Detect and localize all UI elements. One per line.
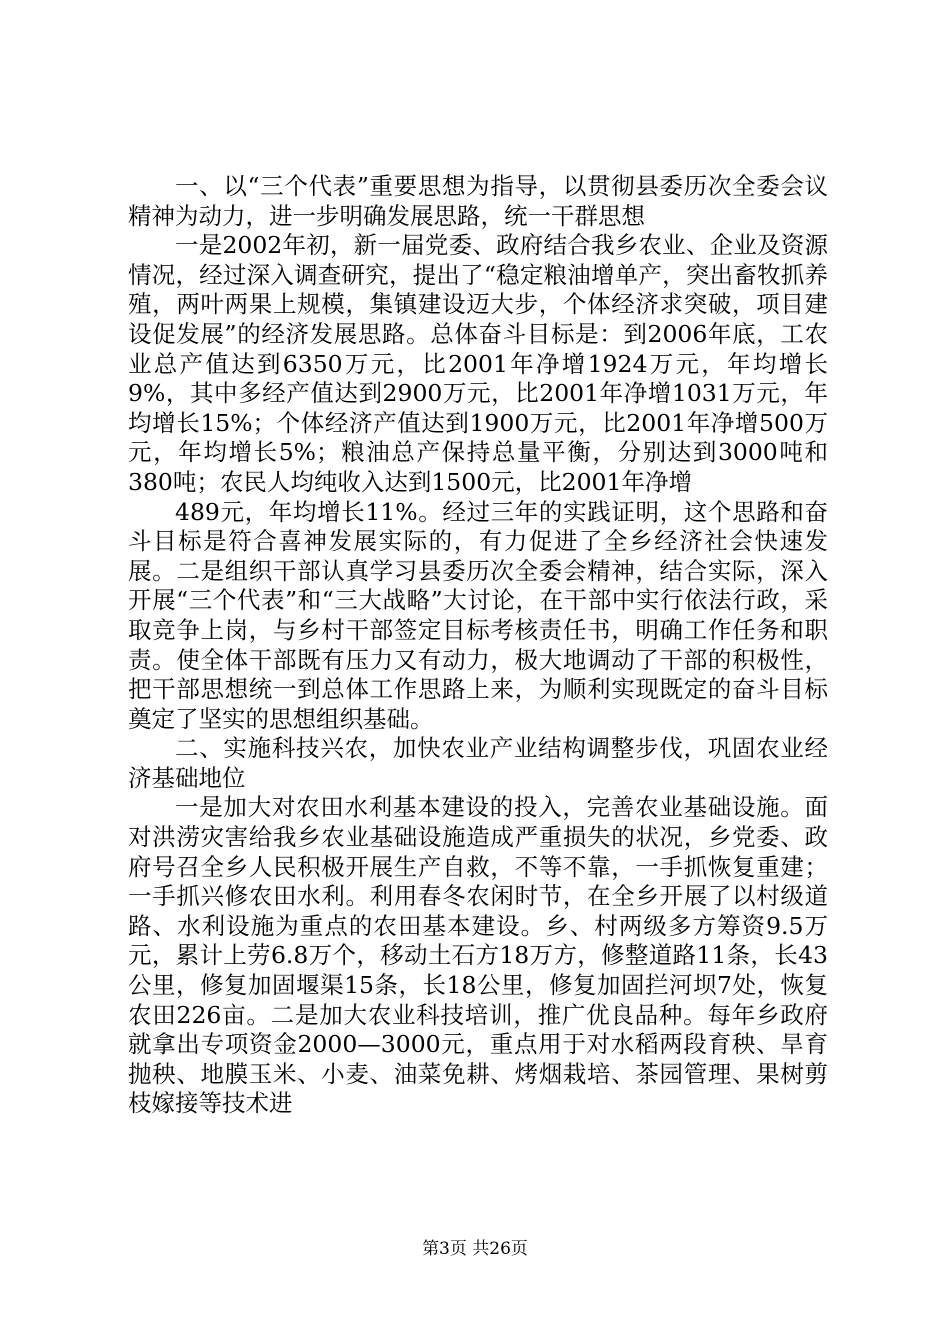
page-number-footer: 第3页 共26页 — [422, 1239, 528, 1259]
section-heading-2: 二、实施科技兴农，加快农业产业结构调整步伐，巩固农业经济基础地位 — [128, 734, 828, 792]
document-body — [128, 172, 828, 1119]
paragraph-irrigation-investment: 一是加大对农田水利基本建设的投入，完善农业基础设施。面对洪涝灾害给我乡农业基础设施造成严重损失的状况，乡党委、政府号召全乡人民积极开展生产自救，不等不靠，一手抓恢复重建；一手抓兴修农田水利。利用春冬农闲时节，在全乡开展了以村级道路、水利设施为重点的农田基本建设。乡、村两级多方筹资9.5万元，累计上劳6.8万个，移动土石方18万方，修整道路11条，长43公里，修复加固堰渠15条，长18公里，修复加固拦河坝7处，恢复农田226亩。二是加大农业科技培训，推广优良品种。每年乡政府就拿出专项资金2000—3000元，重点用于对水稻两段育秧、旱育抛秧、地膜玉米、小麦、油菜免耕、烤烟栽培、茶园管理、果树剪枝嫁接等技术进 — [128, 793, 828, 1118]
paragraph-practice-results: 489元，年均增长11%。经过三年的实践证明，这个思路和奋斗目标是符合喜神发展实际的，有力促进了全乡经济社会快速发展。二是组织干部认真学习县委历次全委会精神，结合实际，深入开展“三个代表”和“三大战略”大讨论，在干部中实行依法行政，采取竞争上岗，与乡村干部签定目标考核责任书，明确工作任务和职责。使全体干部既有压力又有动力，极大地调动了干部的积极性，把干部思想统一到总体工作思路上来，为顺利实现既定的奋斗目标奠定了坚实的思想组织基础。 — [128, 497, 828, 733]
section-heading-1: 一、以“三个代表”重要思想为指导，以贯彻县委历次全委会议精神为动力，进一步明确发展思路，统一干群思想 — [128, 172, 828, 230]
paragraph-development-goals: 一是2002年初，新一届党委、政府结合我乡农业、企业及资源情况，经过深入调查研究，提出了“稳定粮油增单产，突出畜牧抓养殖，两叶两果上规模，集镇建设迈大步，个体经济求突破，项目建设促发展”的经济发展思路。总体奋斗目标是：到2006年底，工农业总产值达到6350万元，比2001年净增1924万元，年均增长9%，其中多经产值达到2900万元，比2001年净增1031万元，年均增长15%；个体经济产值达到1900万元，比2001年净增500万元，年均增长5%；粮油总产保持总量平衡，分别达到3000吨和380吨；农民人均纯收入达到1500元，比2001年净增 — [128, 231, 828, 496]
